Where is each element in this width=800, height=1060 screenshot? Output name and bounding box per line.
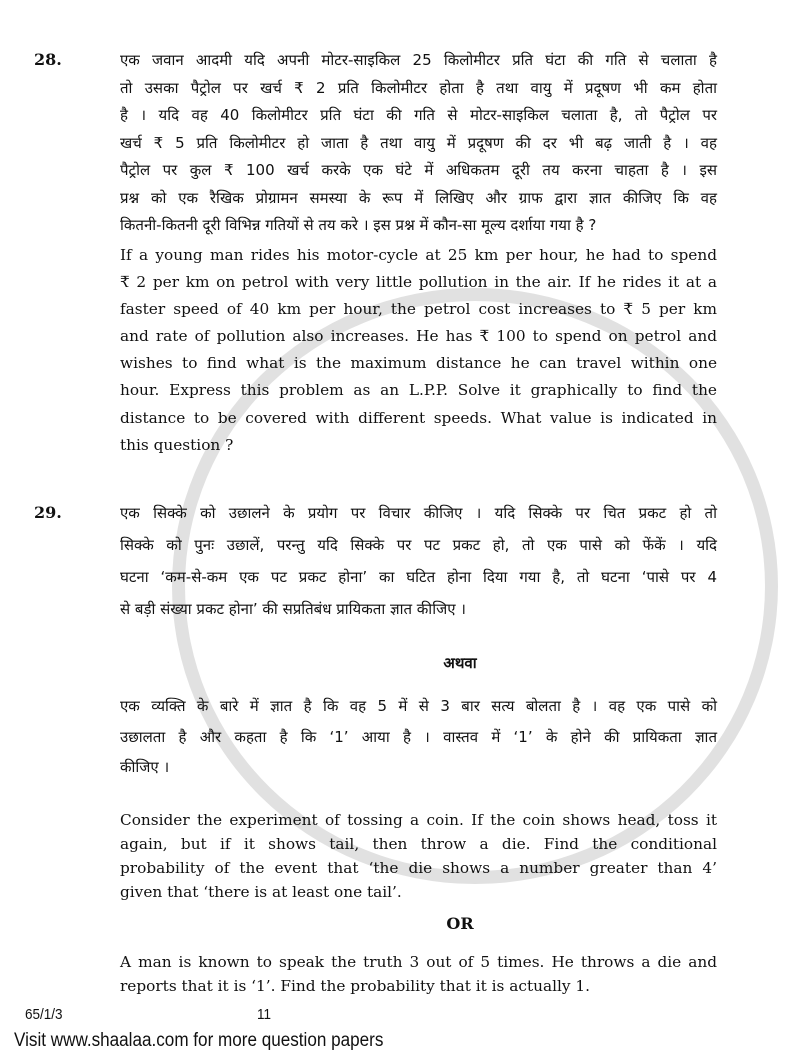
visit-link[interactable]: Visit www.shaalaa.com for more question papers <box>14 1030 384 1051</box>
english-line: ₹ 2 per km on petrol with very little pollution in the air. If he rides it at a <box>120 273 717 291</box>
english-line: faster speed of 40 km per hour, the petrol cost increases to ₹ 5 per km <box>120 300 717 318</box>
page-number: 11 <box>257 1006 272 1023</box>
hindi-line: कीजिए । <box>120 758 170 776</box>
english-line: given that ‘there is at least one tail’. <box>120 883 402 901</box>
english-line: and rate of pollution also increases. He has ₹ 100 to spend on petrol and <box>120 327 717 345</box>
english-line: this question ? <box>120 436 234 454</box>
hindi-line: उछालता है और कहता है कि ‘1’ आया है । वास्तव में ‘1’ के होने की प्रायिकता ज्ञात <box>120 728 717 746</box>
hindi-line: घटना ‘कम-से-कम एक पट प्रकट होना’ का घटित होना दिया गया है, तो घटना ‘पासे पर 4 <box>120 568 717 586</box>
hindi-line: एक व्यक्ति के बारे में ज्ञात है कि वह 5 में से 3 बार सत्य बोलता है । वह एक पासे को <box>120 697 717 715</box>
english-line: If a young man rides his motor-cycle at 25 km per hour, he had to spend <box>120 246 717 264</box>
english-line: distance to be covered with different speeds. What value is indicated in <box>120 409 717 427</box>
english-line: hour. Express this problem as an L.P.P. Solve it graphically to find the <box>120 381 717 399</box>
english-line: Consider the experiment of tossing a coin. If the coin shows head, toss it <box>120 811 717 829</box>
hindi-line: एक जवान आदमी यदि अपनी मोटर-साइकिल 25 किलोमीटर प्रति घंटा की गति से चलाता है <box>120 51 717 69</box>
hindi-line: है । यदि वह 40 किलोमीटर प्रति घंटा की गति से मोटर-साइकिल चलाता है, तो पैट्रोल पर <box>120 106 717 124</box>
hindi-line: प्रश्न को एक रैखिक प्रोग्रामन समस्या के रूप में लिखिए और ग्राफ द्वारा ज्ञात कीजिए कि वह <box>120 189 717 207</box>
question-number: 28. <box>34 50 62 69</box>
hindi-line: तो उसका पैट्रोल पर खर्च ₹ 2 प्रति किलोमीटर होता है तथा वायु में प्रदूषण भी कम होता <box>120 79 717 97</box>
english-line: reports that it is ‘1’. Find the probability that it is actually 1. <box>120 977 590 995</box>
or-heading-hindi: अथवा <box>443 654 477 672</box>
hindi-line: पैट्रोल पर कुल ₹ 100 खर्च करके एक घंटे में अधिकतम दूरी तय करना चाहता है । इस <box>120 161 717 179</box>
hindi-line: से बड़ी संख्या प्रकट होना’ की सप्रतिबंध प्रायिकता ज्ञात कीजिए । <box>120 600 466 618</box>
english-line: A man is known to speak the truth 3 out of 5 times. He throws a die and <box>120 953 717 971</box>
hindi-line: खर्च ₹ 5 प्रति किलोमीटर हो जाता है तथा वायु में प्रदूषण की दर भी बढ़ जाती है । वह <box>120 134 717 152</box>
hindi-line: कितनी-कितनी दूरी विभिन्न गतियों से तय करे । इस प्रश्न में कौन-सा मूल्य दर्शाया गया है ? <box>120 216 597 234</box>
english-line: wishes to find what is the maximum distance he can travel within one <box>120 354 717 372</box>
english-line: probability of the event that ‘the die shows a number greater than 4’ <box>120 859 717 877</box>
or-heading-english: OR <box>446 914 474 933</box>
hindi-line: एक सिक्के को उछालने के प्रयोग पर विचार कीजिए । यदि सिक्के पर चित प्रकट हो तो <box>120 504 717 522</box>
paper-code: 65/1/3 <box>25 1006 63 1023</box>
hindi-line: सिक्के को पुनः उछालें, परन्तु यदि सिक्के पर पट प्रकट हो, तो एक पासे को फेंकें । यदि <box>120 536 717 554</box>
question-number: 29. <box>34 503 62 522</box>
english-line: again, but if it shows tail, then throw a die. Find the conditional <box>120 835 717 853</box>
